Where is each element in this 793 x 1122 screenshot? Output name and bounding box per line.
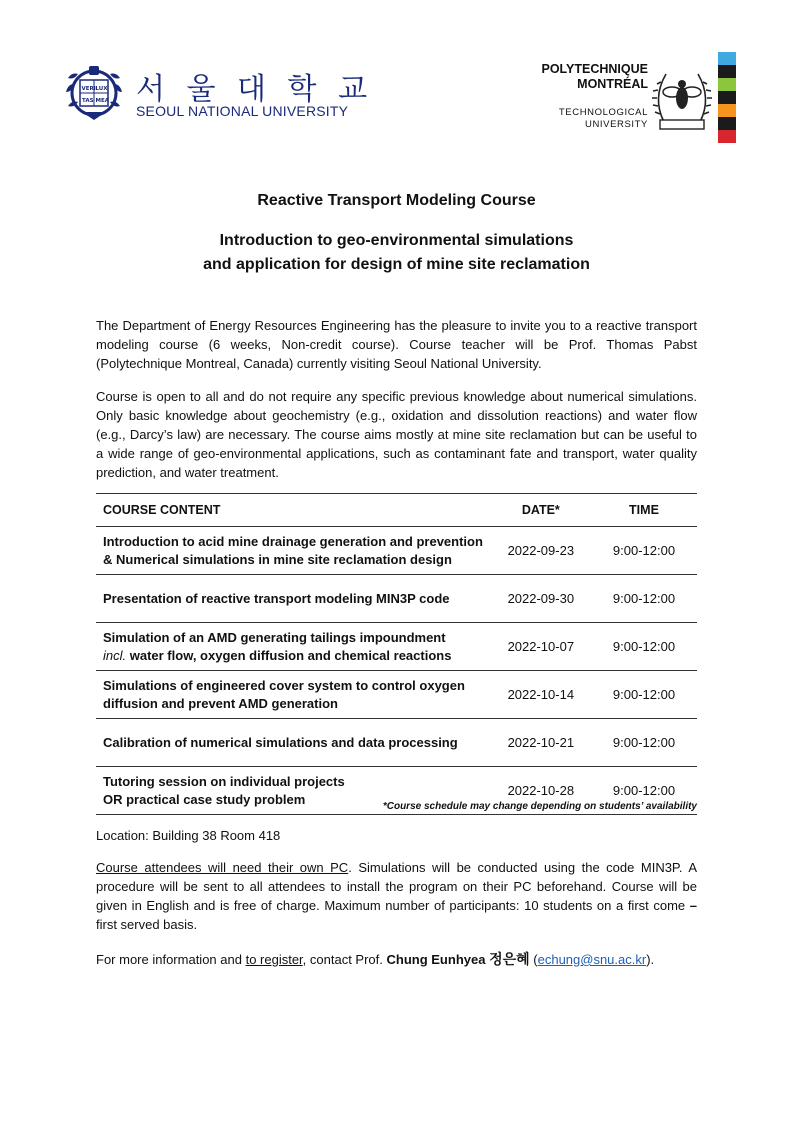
color-bar xyxy=(718,104,736,117)
subtitle-line2: and application for design of mine site reclamation xyxy=(203,256,590,273)
details-end: first served basis. xyxy=(96,917,198,932)
contact-korean-name: 정은혜 xyxy=(489,952,530,968)
color-bar xyxy=(718,130,736,143)
details-paragraph xyxy=(96,858,697,934)
contact-middle: , contact Prof. xyxy=(302,952,387,967)
snu-korean-name: 서 울 대 학 교 xyxy=(136,72,374,107)
session-line: Simulations of engineered cover system to control oxygen xyxy=(103,677,465,693)
paren-close: ). xyxy=(646,952,655,967)
session-time: 9:00-12:00 xyxy=(591,767,697,815)
email-link[interactable]: echung@snu.ac.kr xyxy=(537,952,647,967)
schedule-note: *Course schedule may change depending on students’ availability xyxy=(382,801,697,812)
register-link[interactable]: to register xyxy=(245,952,303,967)
contact-line xyxy=(96,949,654,969)
subtitle-line1: Introduction to geo-environmental simulations xyxy=(219,232,574,249)
snu-logo xyxy=(62,62,374,126)
color-bar xyxy=(718,117,736,130)
session-title xyxy=(96,671,491,719)
session-line: Tutoring session on individual projects xyxy=(103,773,345,789)
session-time: 9:00-12:00 xyxy=(591,719,697,767)
session-line: Presentation of reactive transport modeling MIN3P code xyxy=(103,590,450,606)
course-schedule-table xyxy=(96,493,697,815)
session-line xyxy=(103,647,490,665)
emblem-text: TAS xyxy=(82,98,94,104)
session-date: 2022-09-30 xyxy=(491,575,591,623)
poly-subtitle xyxy=(559,107,648,131)
session-date: 2022-09-23 xyxy=(491,527,591,575)
session-date: 2022-10-14 xyxy=(491,671,591,719)
pc-requirement: Course attendees will need their own PC xyxy=(96,860,349,875)
table-row xyxy=(96,575,697,623)
course-subtitle xyxy=(0,229,793,277)
header-time: TIME xyxy=(591,494,697,527)
emblem-text: MEA xyxy=(95,98,109,104)
polytechnique-logo xyxy=(520,52,740,142)
session-date: 2022-10-07 xyxy=(491,623,591,671)
color-bar xyxy=(718,65,736,78)
table-row xyxy=(96,527,697,575)
table-row xyxy=(96,671,697,719)
session-line: OR practical case study problem xyxy=(103,791,306,807)
dash: – xyxy=(689,898,697,913)
snu-emblem-icon xyxy=(62,62,126,124)
table-header-row xyxy=(96,494,697,527)
italic-abbrev: incl. xyxy=(103,647,127,663)
color-bar xyxy=(718,52,736,65)
emblem-text: LUX xyxy=(95,86,108,92)
poly-name-line2: MONTRÉAL xyxy=(577,77,648,91)
session-title xyxy=(96,719,491,767)
snu-english-name: SEOUL NATIONAL UNIVERSITY xyxy=(136,103,349,119)
poly-sub-line1: TECHNOLOGICAL xyxy=(558,107,648,118)
session-date: 2022-10-28 xyxy=(491,767,591,815)
session-line: diffusion and prevent AMD generation xyxy=(103,695,338,711)
poly-sub-line2: UNIVERSITY xyxy=(584,119,648,130)
color-bar xyxy=(718,78,736,91)
bee-seal-icon xyxy=(650,62,714,134)
session-time: 9:00-12:00 xyxy=(591,575,697,623)
session-date: 2022-10-21 xyxy=(491,719,591,767)
session-line: Introduction to acid mine drainage generation and prevention xyxy=(103,533,483,549)
poly-name-line1: POLYTECHNIQUE xyxy=(541,62,648,76)
session-line: & Numerical simulations in mine site reclamation design xyxy=(103,551,452,567)
header-date: DATE* xyxy=(491,494,591,527)
paren-open: ( xyxy=(529,952,538,967)
requirements-paragraph: Course is open to all and do not require any specific previous knowledge about numerical simulations. Only basic knowledge about geochemistry (e.g., oxidation and dissolution reactions) and water flow (e.g., Darcy’s law) are necessary. The course aims mostly at mine site reclamation but can be useful to a wide range of geo-environmental applications, such as contaminant fate and transport, water quality prediction, and water treatment. xyxy=(96,389,697,480)
session-title xyxy=(96,623,491,671)
session-line: Calibration of numerical simulations and data processing xyxy=(103,734,458,750)
session-time: 9:00-12:00 xyxy=(591,671,697,719)
poly-name xyxy=(541,62,648,92)
intro-paragraph: The Department of Energy Resources Engineering has the pleasure to invite you to a reactive transport modeling course (6 weeks, Non-credit course). Course teacher will be Prof. Thomas Pabst (Polytechnique Montreal, Canada) currently visiting Seoul National University. xyxy=(96,318,697,371)
table-row xyxy=(96,719,697,767)
location-text: Location: Building 38 Room 418 xyxy=(96,828,281,843)
session-title xyxy=(96,575,491,623)
session-line-text: water flow, oxygen diffusion and chemical reactions xyxy=(126,647,452,663)
course-title: Reactive Transport Modeling Course xyxy=(257,192,536,209)
poly-color-bars xyxy=(718,52,736,143)
details-text: . Simulations will be conducted using the code MIN3P. A procedure will be sent to all attendees to install the program on their PC beforehand. Course will be given in English and is free of charge. Maximum number of participants: 10 students on a first come xyxy=(96,860,697,913)
contact-prefix: For more information and xyxy=(96,952,246,967)
color-bar xyxy=(718,91,736,104)
table-row xyxy=(96,623,697,671)
contact-name: Chung Eunhyea xyxy=(386,952,486,967)
emblem-text: VERI xyxy=(81,86,96,92)
header-course-content: COURSE CONTENT xyxy=(96,494,491,527)
session-line: Simulation of an AMD generating tailings impoundment xyxy=(103,629,446,645)
session-time: 9:00-12:00 xyxy=(591,623,697,671)
session-title xyxy=(96,527,491,575)
session-time: 9:00-12:00 xyxy=(591,527,697,575)
